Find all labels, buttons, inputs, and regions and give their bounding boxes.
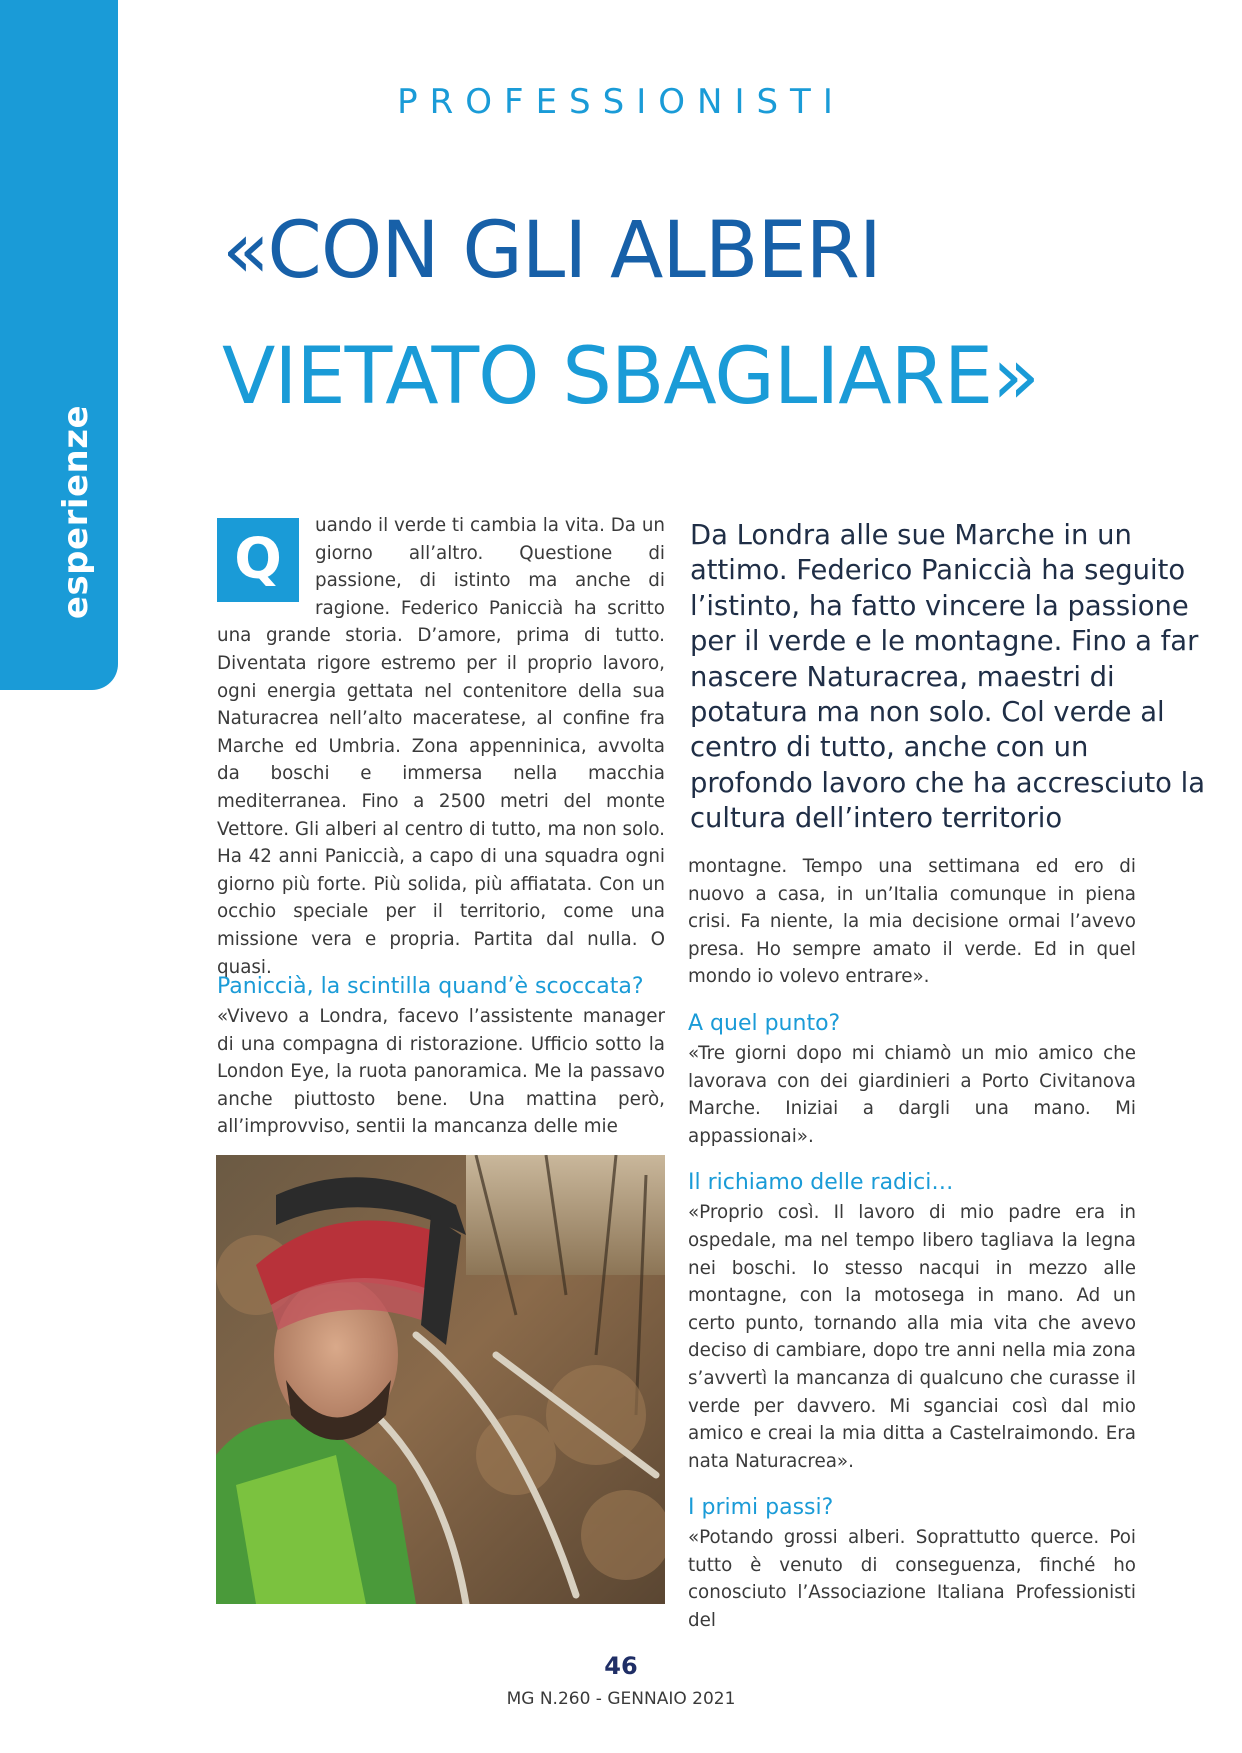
answer-text: «Vivevo a Londra, facevo l’assistente manager di una compagna di ristorazione. Ufficio sotto la London Eye, la ruota panoramica. Me la passavo anche piuttosto bene. Una mattina però, all’improvviso, sentii la mancanza delle mie bbox=[217, 1006, 665, 1138]
question-heading: Paniccià, la scintilla quand’è scoccata? bbox=[217, 974, 644, 999]
answer-text: «Proprio così. Il lavoro di mio padre era in ospedale, ma nel tempo libero tagliava la legna nei boschi. Io stesso nacqui in mezzo alle montagne, con la motosega in mano. Ad un certo punto, tornando alla mia vita che avevo deciso di cambiare, dopo tre anni nella mia zona s’avvertì la mancanza di qualcuno che curasse il verde per davvero. Mi sganciai così dal mio amico e creai la mia ditta a Castelraimondo. Era nata Naturacrea». bbox=[688, 1202, 1136, 1472]
right-column bbox=[688, 853, 1136, 1635]
drop-cap: Q bbox=[217, 518, 299, 602]
question-heading: I primi passi? bbox=[688, 1495, 834, 1521]
question-heading: Il richiamo delle radici… bbox=[688, 1170, 954, 1196]
portrait-photo bbox=[216, 1155, 665, 1604]
page-number: 46 bbox=[604, 1652, 638, 1680]
question-heading: A quel punto? bbox=[688, 1010, 841, 1036]
answer-text: «Potando grossi alberi. Soprattutto querce. Poi tutto è venuto di conseguenza, finché ho conosciuto l’Associazione Italiana Professionisti del bbox=[688, 1527, 1136, 1632]
intro-column bbox=[217, 512, 665, 981]
answer-paragraph bbox=[217, 1003, 665, 1141]
lead-paragraph: Da Londra alle sue Marche in un attimo. Federico Paniccià ha seguito l’istinto, ha fatto vincere la passione per il verde e le montagne. Fino a far nascere Naturacrea, maestri di potatura ma non solo. Col verde al centro di tutto, anche con un profondo lavoro che ha accresciuto la cultura dell’intero territorio bbox=[690, 520, 1206, 835]
continuation-paragraph: montagne. Tempo una settimana ed ero di nuovo a casa, in un’Italia comunque in piena crisi. Fa niente, la mia decisione ormai l’avevo presa. Ho sempre amato il verde. Ed in quel mondo io volevo entrare». bbox=[688, 856, 1136, 988]
intro-paragraph: uando il verde ti cambia la vita. Da un giorno all’altro. Questione di passione, di istinto ma anche di ragione. Federico Paniccià ha scritto una grande storia. D’amore, prima di tutto. Diventata rigore estremo per il proprio lavoro, ogni energia gettata nel contenitore della sua Naturacrea nell’alto maceratese, al confine fra Marche ed Umbria. Zona appenninica, avvolta da boschi e immersa nella macchia mediterranea. Fino a 2500 metri del monte Vettore. Gli alberi al centro di tutto, ma non solo. Ha 42 anni Paniccià, a capo di una squadra ogni giorno più forte. Più solida, più affiatata. Con un occhio speciale per il territorio, come una missione vera e propria. Partita dal nulla. O quasi. bbox=[217, 515, 665, 978]
article-title-line-1: «CON GLI ALBERI bbox=[222, 206, 881, 296]
answer-text: «Tre giorni dopo mi chiamò un mio amico che lavorava con dei giardinieri a Porto Civitanova Marche. Iniziai a dargli una mano. Mi appassionai». bbox=[688, 1042, 1136, 1147]
article-title-line-2: VIETATO SBAGLIARE» bbox=[222, 332, 1039, 422]
issue-info: MG N.260 - GENNAIO 2021 bbox=[506, 1689, 736, 1709]
section-header: PROFESSIONISTI bbox=[397, 82, 845, 122]
side-tab-label: esperienze bbox=[56, 404, 96, 620]
